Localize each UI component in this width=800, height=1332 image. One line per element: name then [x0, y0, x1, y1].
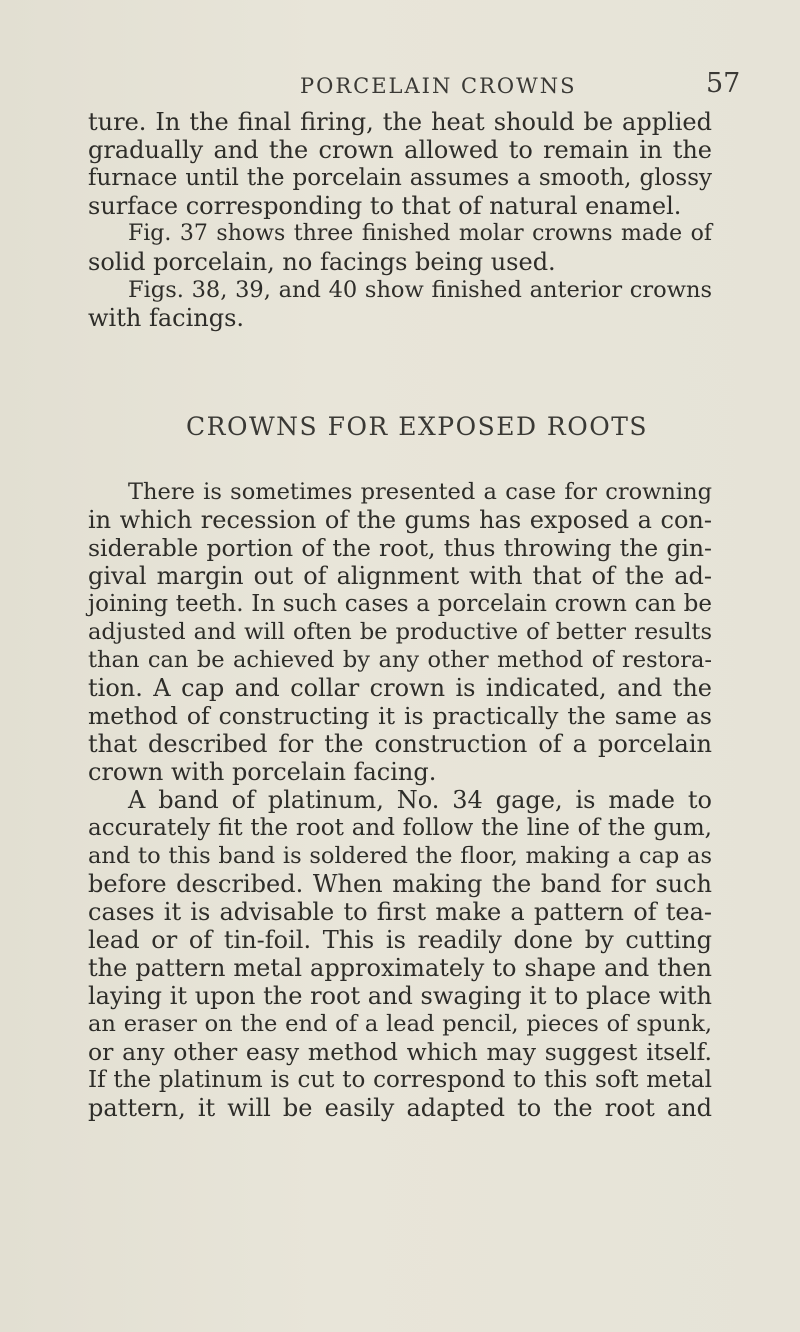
text-line: There is sometimes presented a case for crowning: [128, 479, 712, 505]
text-line: adjusted and will often be productive of better results: [88, 619, 712, 645]
text-line: method of constructing it is practically the same as: [88, 702, 712, 730]
text-line: crown with porcelain facing.: [88, 758, 437, 786]
text-line: in which recession of the gums has exposed a con-: [88, 506, 712, 534]
text-line: than can be achieved by any other method of restora-: [88, 647, 712, 673]
text-line: the pattern metal approximately to shape and then: [88, 954, 712, 982]
text-line: or any other easy method which may suggest itself.: [88, 1038, 712, 1066]
text-line: and to this band is soldered the floor, making a cap as: [88, 843, 712, 869]
text-line: Fig. 37 shows three finished molar crowns made of: [128, 221, 712, 246]
page-number: 57: [706, 68, 741, 99]
text-line: tion. A cap and collar crown is indicated, and the: [88, 674, 712, 702]
text-line: If the platinum is cut to correspond to this soft metal: [88, 1067, 712, 1093]
text-line: gradually and the crown allowed to remain in the: [88, 136, 712, 164]
section-heading: CROWNS FOR EXPOSED ROOTS: [186, 412, 649, 441]
text-line: Figs. 38, 39, and 40 show finished anterior crowns: [128, 277, 712, 303]
text-line: A band of platinum, No. 34 gage, is made to: [128, 786, 712, 814]
text-line: solid porcelain, no facings being used.: [88, 248, 556, 276]
text-line: laying it upon the root and swaging it to place with: [88, 982, 712, 1010]
text-line: lead or of tin-foil. This is readily done by cutting: [88, 926, 712, 954]
text-line: with facings.: [88, 304, 245, 332]
text-line: gival margin out of alignment with that of the ad-: [88, 562, 712, 590]
text-line: joining teeth. In such cases a porcelain crown can be: [88, 591, 712, 617]
text-line: that described for the construction of a porcelain: [88, 730, 712, 758]
text-line: cases it is advisable to first make a pattern of tea-: [88, 898, 712, 926]
text-line: pattern, it will be easily adapted to the root and: [88, 1094, 712, 1122]
text-line: ture. In the final firing, the heat should be applied: [88, 108, 712, 136]
text-line: an eraser on the end of a lead pencil, pieces of spunk,: [88, 1011, 712, 1037]
running-title: PORCELAIN CROWNS: [300, 74, 577, 98]
text-line: siderable portion of the root, thus throwing the gin-: [88, 534, 712, 562]
text-line: surface corresponding to that of natural enamel.: [88, 192, 682, 220]
text-line: accurately fit the root and follow the line of the gum,: [88, 815, 712, 841]
text-line: before described. When making the band for such: [88, 870, 712, 898]
text-line: furnace until the porcelain assumes a smooth, glossy: [88, 165, 712, 191]
